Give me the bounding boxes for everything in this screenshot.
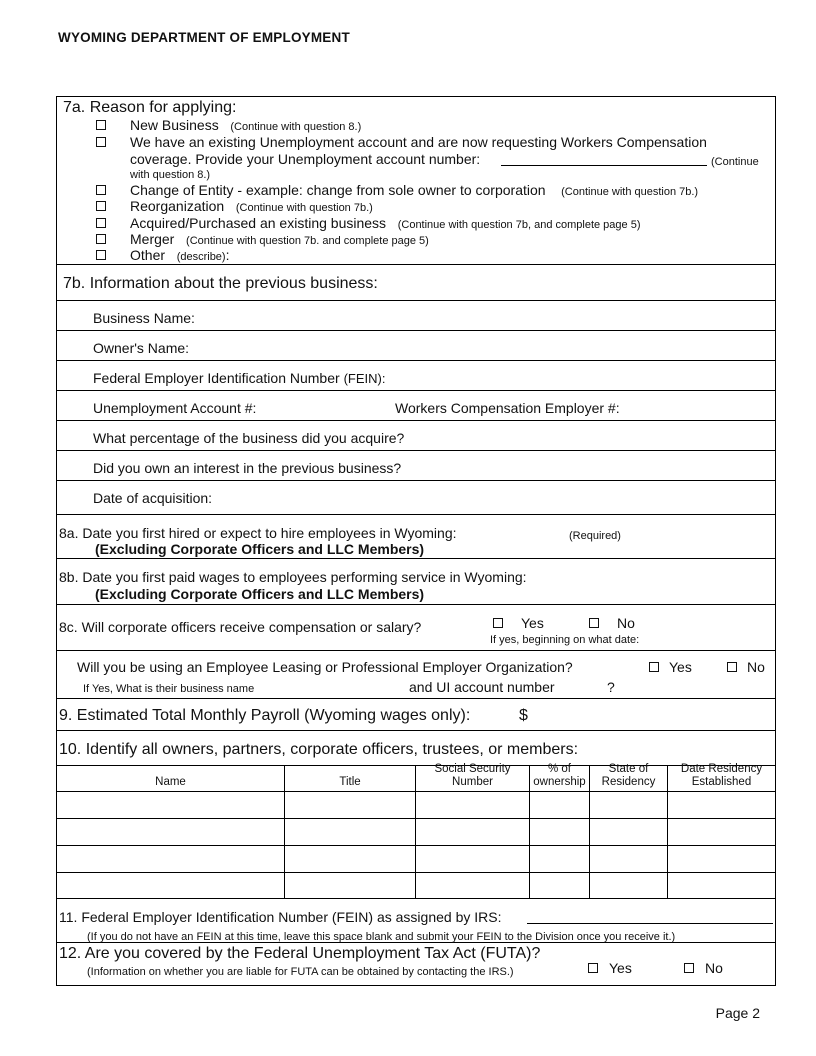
leasing-if-yes: If Yes, What is their business name [83,683,255,695]
q9-text: 9. Estimated Total Monthly Payroll (Wyoming wages only): [59,707,471,724]
row-acquisition-date[interactable] [57,481,775,515]
checkbox-acquired[interactable] [96,218,106,228]
checkbox-reorganization[interactable] [96,201,106,211]
section-8c [57,605,775,651]
option-existing-ui-line2: coverage. Provide your Unemployment account number: [130,151,481,167]
row-own-interest[interactable] [57,451,775,481]
leasing-yes-label: Yes [669,659,692,675]
q7a-title: 7a. Reason for applying: [63,99,237,116]
table-cell[interactable] [285,819,416,846]
table-cell[interactable] [416,846,530,873]
table-cell[interactable] [416,873,530,899]
q8c-yes-checkbox[interactable] [493,618,503,628]
table-cell[interactable] [285,873,416,899]
q11-text: 11. Federal Employer Identification Number (FEIN) as assigned by IRS: [59,909,502,925]
col-header-name: Name [57,766,285,792]
option-existing-ui-note: (Continue [711,156,759,168]
department-header: WYOMING DEPARTMENT OF EMPLOYMENT [58,30,350,45]
col-header-ownership: % of ownership [530,766,590,792]
table-cell[interactable] [668,792,775,819]
section-8a[interactable] [57,515,775,559]
q7b-title: 7b. Information about the previous business: [63,275,378,292]
col-header-title: Title [285,766,416,792]
option-existing-ui: We have an existing Unemployment account and are now requesting Workers Compensation [130,134,707,150]
q8c-yes-label: Yes [521,615,544,631]
q8a-text: 8a. Date you first hired or expect to hire employees in Wyoming: [59,525,457,541]
checkbox-change-entity[interactable] [96,185,106,195]
checkbox-merger[interactable] [96,234,106,244]
table-cell[interactable] [285,846,416,873]
row-owners-name[interactable] [57,331,775,361]
table-cell[interactable] [590,846,668,873]
section-9[interactable] [57,699,775,731]
section-10 [57,731,775,765]
row-business-name[interactable] [57,301,775,331]
table-cell[interactable] [668,846,775,873]
col-header-state: State of Residency [590,766,668,792]
option-existing-ui-note2: with question 8.) [130,169,211,181]
col-header-ssn: Social Security Number [416,766,530,792]
section-12 [57,943,775,985]
option-new-business: New Business (Continue with question 8.) [130,117,362,133]
q8c-text: 8c. Will corporate officers receive compensation or salary? [59,619,422,635]
leasing-text: Will you be using an Employee Leasing or Professional Employer Organization? [77,659,573,675]
q12-no-checkbox[interactable] [684,963,694,973]
table-cell[interactable] [530,873,590,899]
table-cell[interactable] [590,873,668,899]
table-cell[interactable] [530,819,590,846]
q8a-required: (Required) [569,530,621,542]
q12-no-label: No [705,960,723,976]
acquisition-date-label: Date of acquisition: [93,490,213,506]
table-cell[interactable] [285,792,416,819]
table-cell[interactable] [668,873,775,899]
q8c-no-checkbox[interactable] [589,618,599,628]
row-prev-fein[interactable] [57,361,775,391]
q12-text: 12. Are you covered by the Federal Unemployment Tax Act (FUTA)? [59,945,541,962]
q12-yes-checkbox[interactable] [588,963,598,973]
q11-note: (If you do not have an FEIN at this time, leave this space blank and submit your FEIN to the Division once you receive it.) [87,931,676,943]
table-cell[interactable] [590,792,668,819]
leasing-no-checkbox[interactable] [727,662,737,672]
q9-dollar: $ [519,707,528,724]
fein-field[interactable] [527,923,773,924]
leasing-ui-number: and UI account number [409,679,555,695]
leasing-yes-checkbox[interactable] [649,662,659,672]
option-merger: Merger (Continue with question 7b. and complete page 5) [130,231,429,247]
owners-name-label: Owner's Name: [93,340,190,356]
table-cell[interactable] [590,819,668,846]
table-cell[interactable] [57,846,285,873]
section-8b[interactable] [57,559,775,605]
option-other: Other (describe): [130,247,230,263]
table-cell[interactable] [57,792,285,819]
checkbox-new-business[interactable] [96,120,106,130]
q8a-exclusion: (Excluding Corporate Officers and LLC Members) [95,541,425,557]
checkbox-existing-ui[interactable] [96,137,106,147]
option-acquired: Acquired/Purchased an existing business (Continue with question 7b, and complete page 5) [130,215,641,231]
page-number: Page 2 [715,1005,760,1021]
wc-employer-label: Workers Compensation Employer #: [395,400,620,416]
q8b-text: 8b. Date you first paid wages to employees performing service in Wyoming: [59,569,527,585]
q8b-exclusion: (Excluding Corporate Officers and LLC Members) [95,586,425,602]
application-form [56,96,776,986]
owners-table [57,765,775,899]
table-cell[interactable] [530,846,590,873]
q8c-no-label: No [617,615,635,631]
section-employee-leasing [57,651,775,699]
section-7b-title [57,265,775,301]
checkbox-other[interactable] [96,250,106,260]
percentage-label: What percentage of the business did you acquire? [93,430,405,446]
prev-fein-label: Federal Employer Identification Number (FEIN): [93,370,386,386]
ui-account-label: Unemployment Account #: [93,400,257,416]
table-cell[interactable] [668,819,775,846]
leasing-qmark: ? [607,679,615,695]
leasing-no-label: No [747,659,765,675]
table-cell[interactable] [416,819,530,846]
option-reorganization: Reorganization (Continue with question 7b.) [130,198,373,214]
table-cell[interactable] [57,819,285,846]
business-name-label: Business Name: [93,310,195,326]
section-7a [57,97,775,265]
option-change-entity: Change of Entity - example: change from sole owner to corporation (Continue with question 7b.) [130,182,699,198]
table-cell[interactable] [57,873,285,899]
q8c-if-yes: If yes, beginning on what date: [490,634,640,646]
section-11 [57,899,775,943]
row-account-numbers[interactable] [57,391,775,421]
col-header-date-residency: Date Residency Established [668,766,775,792]
ui-account-number-field[interactable] [501,165,707,166]
q12-yes-label: Yes [609,960,632,976]
row-percentage[interactable] [57,421,775,451]
own-interest-label: Did you own an interest in the previous business? [93,460,402,476]
q12-note: (Information on whether you are liable for FUTA can be obtained by contacting the IRS.) [87,966,514,978]
table-cell[interactable] [416,792,530,819]
q10-text: 10. Identify all owners, partners, corporate officers, trustees, or members: [59,741,579,758]
table-cell[interactable] [530,792,590,819]
